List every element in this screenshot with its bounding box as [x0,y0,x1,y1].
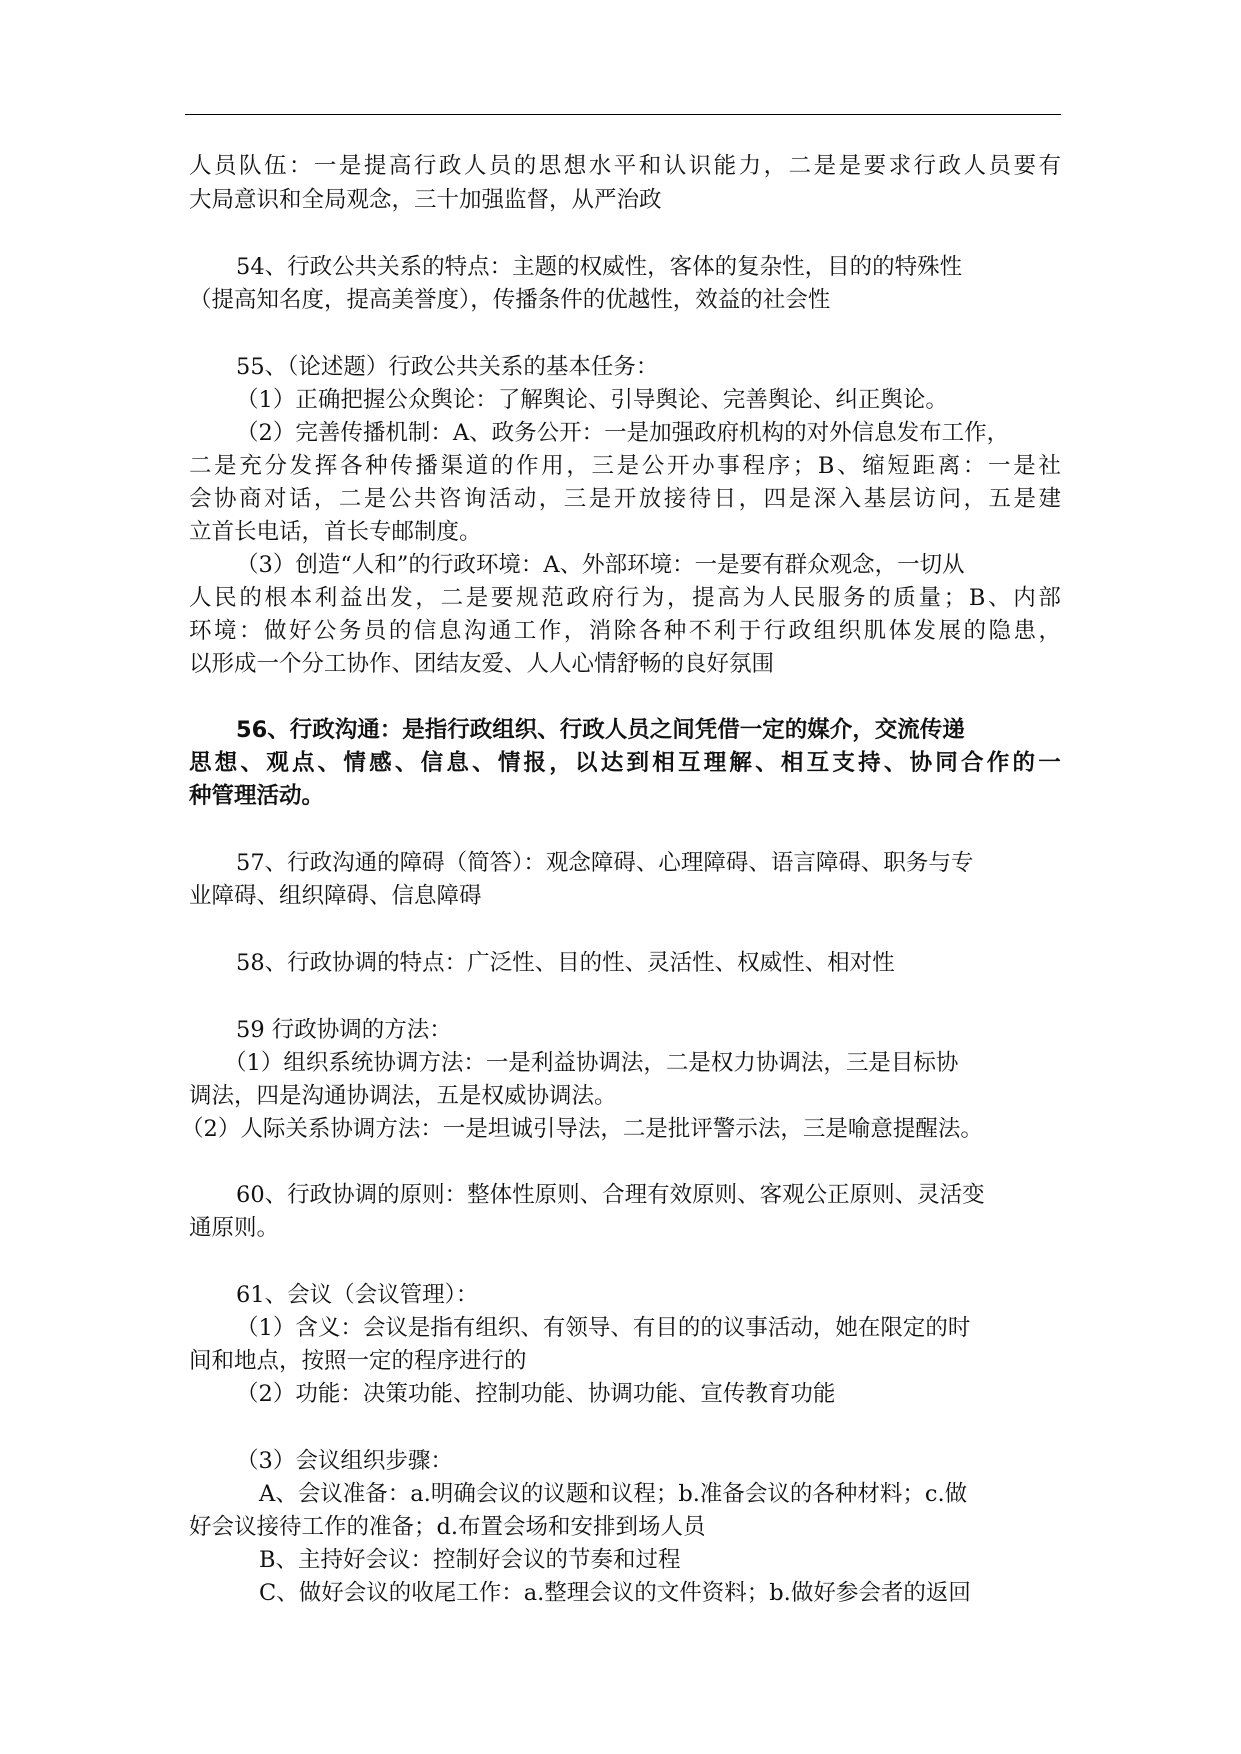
text-line: 间和地点，按照一定的程序进行的 [189,1348,527,1374]
text-line: （2）人际关系协调方法：一是坦诚引导法，二是批评警示法，三是喻意提醒法。 [181,1116,983,1142]
text-line: 业障碍、组织障碍、信息障碍 [189,883,482,909]
text-line: 人 员 队 伍 ： 一 是 提 高 行 政 人 员 的 思 想 水 平 和 认 识 能 力 ， 二 是 是 要 求 行 政 人 员 要 有 [189,153,1061,179]
text-line: C、做好会议的收尾工作：a.整理会议的文件资料；b.做好参会者的返回 [259,1580,971,1606]
text-line: 以形成一个分工协作、团结友爱、人人心情舒畅的良好氛围 [189,651,775,677]
text-line: 人 民 的 根 本 利 益 出 发 ， 二 是 要 规 范 政 府 行 为 ， 提 高 为 人 民 服 务 的 质 量 ； B 、 内 部 [189,585,1061,611]
text-line: （2）功能：决策功能、控制功能、协调功能、宣传教育功能 [236,1381,836,1407]
text-line: （1）含义：会议是指有组织、有领导、有目的的议事活动，她在限定的时 [236,1315,971,1341]
text-line: A、会议准备：a.明确会议的议题和议程；b.准备会议的各种材料；c.做 [259,1481,968,1507]
text-line: （3）创造“人和”的行政环境：A、外部环境：一是要有群众观念，一切从 [236,552,965,578]
text-line-bold: 种管理活动。 [189,783,325,809]
text-line: 60、行政协调的原则：整体性原则、合理有效原则、客观公正原则、灵活变 [236,1182,985,1208]
text-line: 55、（论述题）行政公共关系的基本任务： [236,354,659,380]
text-line: 好会议接待工作的准备；d.布置会场和安排到场人员 [189,1514,706,1540]
text-line: 会 协 商 对 话 ， 二 是 公 共 咨 询 活 动 ， 三 是 开 放 接 待 日 ， 四 是 深 入 基 层 访 问 ， 五 是 建 [189,486,1061,512]
text-line: 环 境 ： 做 好 公 务 员 的 信 息 沟 通 工 作 ， 消 除 各 种 不 利 于 行 政 组 织 肌 体 发 展 的 隐 患 ， [189,618,1061,644]
text-line-bold: 56、行政沟通：是指行政组织、行政人员之间凭借一定的媒介，交流传递 [236,717,965,743]
text-line: 54、行政公共关系的特点：主题的权威性，客体的复杂性，目的的特殊性 [236,254,963,280]
text-line: 通原则。 [189,1215,280,1241]
text-line: 57、行政沟通的障碍（简答）：观念障碍、心理障碍、语言障碍、职务与专 [236,850,974,876]
text-line: B、主持好会议：控制好会议的节奏和过程 [259,1547,681,1573]
text-line: 59 行政协调的方法： [236,1017,452,1043]
text-line: 二 是 充 分 发 挥 各 种 传 播 渠 道 的 作 用 ， 三 是 公 开 办 事 程 序 ； B 、 缩 短 距 离 ： 一 是 社 [189,453,1061,479]
header-rule [185,114,1061,115]
text-line: 立首长电话，首长专邮制度。 [189,519,482,545]
text-line: 58、行政协调的特点：广泛性、目的性、灵活性、权威性、相对性 [236,950,895,976]
text-line: 调法，四是沟通协调法，五是权威协调法。 [189,1083,617,1109]
text-line: 61、会议（会议管理）： [236,1282,479,1308]
text-line: （1）组织系统协调方法：一是利益协调法，二是权力协调法，三是目标协 [224,1050,959,1076]
text-line: （3）会议组织步骤： [236,1448,453,1474]
text-line: （2）完善传播机制：A、政务公开：一是加强政府机构的对外信息发布工作， [236,420,1010,446]
text-line: 大局意识和全局观念，三十加强监督，从严治政 [189,187,662,213]
text-line-bold: 思 想 、 观 点 、 情 感 、 信 息 、 情 报 ， 以 达 到 相 互 理 解 、 相 互 支 持 、 协 同 合 作 的 一 [189,750,1061,776]
text-line: （提高知名度，提高美誉度），传播条件的优越性，效益的社会性 [189,287,831,313]
text-line: （1）正确把握公众舆论：了解舆论、引导舆论、完善舆论、纠正舆论。 [236,387,948,413]
